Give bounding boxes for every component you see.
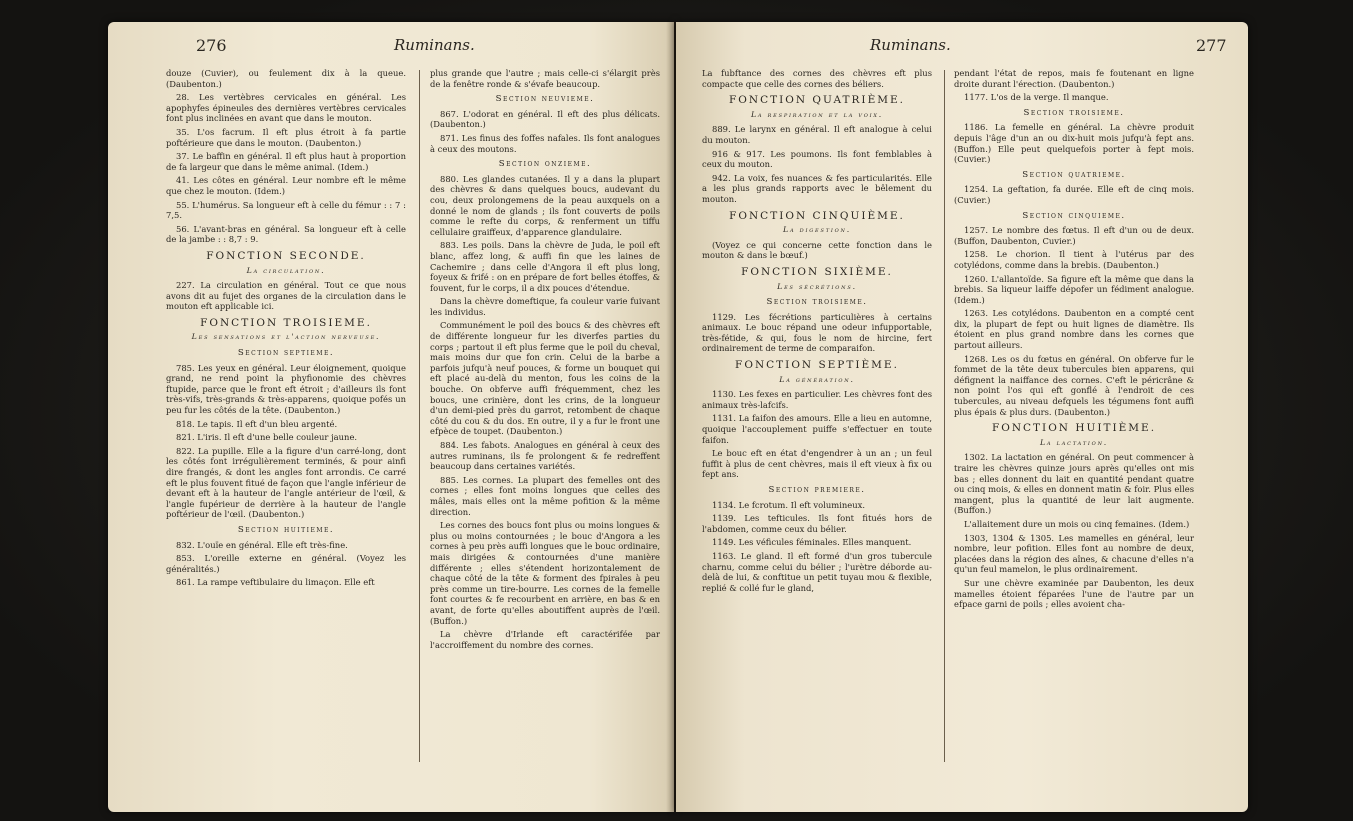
section-heading: Section troisieme. — [766, 297, 868, 308]
paragraph: 1258. Le chorion. Il tient à l'utérus par des cotylédons, comme dans la brebis. (Daubenton.) — [954, 249, 1194, 270]
section-heading: FONCTION SIXIÈME. — [741, 265, 893, 278]
section-heading: Section neuvieme. — [495, 94, 595, 105]
text-column — [430, 68, 660, 653]
section-heading: La lactation. — [1039, 437, 1109, 447]
paragraph: 885. Les cornes. La plupart des femelles ont des cornes ; elles font moins longues que celles des mâles, mais elles ont la même pofition & la même direction. — [430, 474, 660, 517]
section-heading: La respiration et la voix. — [750, 109, 884, 119]
section-heading: La circulation. — [246, 265, 326, 275]
section-heading: Les sécrétions. — [777, 281, 857, 291]
paragraph: 1186. La femelle en général. La chèvre produit depuis l'âge d'un an ou dix-huit mois jufqu'à fept ans. (Buffon.) Elle peut quelquefois porter à fept mois. (Cuvier.) — [954, 122, 1194, 165]
paragraph: 942. La voix, fes nuances & fes particularités. Elle a les plus grands rapports avec le bêlement du mouton. — [702, 172, 932, 204]
column-rule — [419, 70, 420, 762]
paragraph: 1254. La geftation, fa durée. Elle eft de cinq mois. (Cuvier.) — [954, 184, 1194, 205]
paragraph: 853. L'oreille externe en général. (Voyez les généralités.) — [166, 553, 406, 574]
paragraph: 861. La rampe veftibulaire du limaçon. Elle eft — [176, 577, 375, 588]
section-heading: La génération. — [779, 374, 855, 384]
section-heading: FONCTION CINQUIÈME. — [729, 209, 905, 222]
paragraph: pendant l'état de repos, mais fe foutenant en ligne droite durant l'érection. (Daubenton.) — [954, 68, 1194, 89]
paragraph: (Voyez ce qui concerne cette fonction dans le mouton & dans le bœuf.) — [702, 239, 932, 261]
section-heading: FONCTION QUATRIÈME. — [728, 94, 906, 107]
page-number: 276 — [196, 36, 227, 55]
paragraph: 867. L'odorat en général. Il eft des plus délicats. (Daubenton.) — [430, 108, 660, 130]
paragraph: 883. Les poils. Dans la chèvre de Juda, le poil eft blanc, affez long, & auffi fin que les laines de Cachemire ; dans celle d'Angora il eft plus long, foyeux & frifé : on en prépare de fort belles étoffes, & fouvent, fur le corps, il a dix pouces d'étendue. — [430, 240, 660, 293]
section-heading: FONCTION SEPTIÈME. — [735, 359, 899, 372]
paragraph: 880. Les glandes cutanées. Il y a dans la plupart des chèvres & dans quelques boucs, audevant du cou, deux prolongemens de la peau auxquels on a donné le nom de glands ; ils font couverts de poils comme le refte du corps, & renferment un tiffu cellulaire graiffeux, d'apparence glandulaire. — [430, 173, 660, 237]
paragraph: La fubftance des cornes des chèvres eft plus compacte que celle des cornes des béliers. — [702, 68, 932, 89]
paragraph: 227. La circulation en général. Tout ce que nous avons dit au fujet des organes de la circulation dans le mouton eft applicable ici. — [166, 280, 406, 312]
section-heading: Section septieme. — [237, 348, 335, 359]
text-column — [702, 68, 932, 596]
paragraph: douze (Cuvier), ou feulement dix à la queue. (Daubenton.) — [166, 68, 406, 89]
column-rule — [944, 70, 945, 762]
section-heading: FONCTION SECONDE. — [206, 249, 366, 262]
paragraph: 55. L'humérus. Sa longueur eft à celle du fémur : : 7 : 7,5. — [166, 199, 406, 221]
paragraph: La chèvre d'Irlande eft caractérifée par l'accroiffement du nombre des cornes. — [430, 629, 660, 650]
paragraph: 37. Le baffin en général. Il eft plus haut à proportion de fa largeur que dans le même animal. (Idem.) — [166, 151, 406, 172]
section-heading: Section onzieme. — [498, 159, 592, 170]
paragraph: 822. La pupille. Elle a la figure d'un carré-long, dont les côtés font irrégulièrement terminés, & pour ainfi dire frangés, & dont les angles font arrondis. Ce carré eft le plus fouvent fitué de façon que l'angle inférieur de devant eft à la hauteur de l'angle antérieur de l'œil, & l'angle fupérieur de derrière à la hauteur de l'angle poftérieur de l'œil. (Daubenton.) — [166, 445, 406, 520]
paragraph: 821. L'iris. Il eft d'une belle couleur jaune. — [176, 432, 358, 443]
paragraph: 1139. Les tefticules. Ils font fitués hors de l'abdomen, comme ceux du bélier. — [702, 513, 932, 534]
paragraph: 1303, 1304 & 1305. Les mamelles en général, leur nombre, leur pofition. Elles font au nombre de deux, placées dans la région des aînes, & chacune d'elles n'a qu'un feul mamelon, le plus ordinairement. — [954, 532, 1194, 575]
paragraph: 818. Le tapis. Il eft d'un bleu argenté. — [176, 418, 338, 429]
paragraph: 1130. Les fexes en particulier. Les chèvres font des animaux très-lafcifs. — [702, 389, 932, 410]
left-page — [108, 22, 674, 812]
section-heading: Section huitieme. — [237, 524, 335, 535]
page-number: 277 — [1196, 36, 1227, 55]
paragraph: 1163. Le gland. Il eft formé d'un gros tubercule charnu, comme celui du bélier ; l'urètre déborde au-delà de lui, & conftitue un petit tuyau mou & flexible, replié & collé fur le gland, — [702, 550, 932, 593]
section-heading: FONCTION TROISIEME. — [200, 316, 372, 329]
paragraph: 1131. La faifon des amours. Elle a lieu en automne, quoique l'accouplement puiffe s'effectuer en toute faifon. — [702, 413, 932, 445]
paragraph: 1263. Les cotylédons. Daubenton en a compté cent dix, la plupart de fept ou huit lignes de diamètre. Ils étoient en plus grand nombre dans les cornes que partout ailleurs. — [954, 308, 1194, 351]
paragraph: 884. Les fabots. Analogues en général à ceux des autres ruminans, ils fe prolongent & fe redreffent beaucoup dans certaines variétés. — [430, 440, 660, 472]
paragraph: 889. Le larynx en général. Il eft analogue à celui du mouton. — [702, 124, 932, 145]
running-head: Ruminans. — [394, 36, 475, 54]
right-page — [676, 22, 1248, 812]
paragraph: 832. L'ouïe en général. Elle eft très-fine. — [176, 539, 348, 550]
running-head: Ruminans. — [870, 36, 951, 54]
paragraph: 1257. Le nombre des fœtus. Il eft d'un ou de deux. (Buffon, Daubenton, Cuvier.) — [954, 225, 1194, 246]
paragraph: 1149. Les véficules féminales. Elles manquent. — [712, 537, 912, 548]
paragraph: 1260. L'allantoïde. Sa figure eft la même que dans la brebis. Sa liqueur laiffe dépofer un fédiment analogue. (Idem.) — [954, 273, 1194, 305]
paragraph: 1302. La lactation en général. On peut commencer à traire les chèvres quinze jours après qu'elles ont mis bas ; elles donnent du lait en quantité pendant quatre ou cinq mois, & elles en donnent matin & foir. Plus elles mangent, plus la quantité de leur lait augmente. (Buffon.) — [954, 452, 1194, 516]
paragraph: 916 & 917. Les poumons. Ils font femblables à ceux du mouton. — [702, 148, 932, 170]
paragraph: Les cornes des boucs font plus ou moins longues & plus ou moins contournées ; le bouc d'Angora a les cornes à peu près auffi longues que le bouc ordinaire, mais dirigées & contournées d'une manière différente ; elles s'étendent horizontalement de chaque côté de la tête & forment des fpirales à peu près comme un tire-bourre. Les cornes de la femelle font courtes & fe recourbent en arrière, en bas & en avant, de forte qu'elles aboutiffent auprès de l'œil. (Buffon.) — [430, 520, 660, 626]
section-heading: Section premiere. — [768, 485, 866, 495]
paragraph: Dans la chèvre domeftique, fa couleur varie fuivant les individus. — [430, 296, 660, 317]
paragraph: Le bouc eft en état d'engendrer à un an ; un feul fuffit à plus de cent chèvres, mais il eft vieux à fix ou fept ans. — [702, 448, 932, 480]
paragraph: 871. Les finus des foffes nafales. Ils font analogues à ceux des moutons. — [430, 132, 660, 154]
paragraph: 785. Les yeux en général. Leur éloignement, quoique grand, ne rend point la phyfionomie des chèvres ftupide, parce que le front eft étroit ; d'ailleurs ils font très-vifs, très-grands & très-apparens, quoique pofés un peu fur les côtés de la tête. (Daubenton.) — [166, 362, 406, 416]
paragraph: 1177. L'os de la verge. Il manque. — [964, 92, 1109, 103]
text-column — [166, 68, 406, 591]
paragraph: 28. Les vertèbres cervicales en général. Les apophyfes épineules des dernières vertèbres cervicales font plus inclinées en avant que dans le mouton. — [166, 92, 406, 124]
text-column — [954, 68, 1194, 613]
paragraph: 35. L'os facrum. Il eft plus étroit à fa partie poftérieure que dans le mouton. (Daubenton.) — [166, 126, 406, 148]
paragraph: Sur une chèvre examinée par Daubenton, les deux mamelles étoient féparées l'une de l'autre par un efpace garni de poils ; elles avoient cha- — [954, 577, 1194, 610]
paragraph: 1268. Les os du fœtus en général. On obferve fur le fommet de la tête deux tubercules bien apparens, qui défignent la naiffance des cornes. C'eft le péricrâne & non point l'os qui eft gonflé à l'endroit de ces tubercules, au niveau defquels les tégumens font auffi plus épais & plus durs. (Daubenton.) — [954, 353, 1194, 417]
paragraph: L'allaitement dure un mois ou cinq femaines. (Idem.) — [964, 518, 1190, 529]
section-heading: La digestion. — [783, 225, 851, 235]
section-heading: Section cinquieme. — [1022, 210, 1126, 221]
paragraph: 56. L'avant-bras en général. Sa longueur eft à celle de la jambe : : 8,7 : 9. — [166, 223, 406, 245]
section-heading: Les sensations et l'action nerveuse. — [191, 332, 381, 342]
section-heading: Section troisieme. — [1023, 107, 1125, 118]
section-heading: FONCTION HUITIÈME. — [991, 422, 1157, 435]
paragraph: 1129. Les fécrétions particulières à certains animaux. Le bouc répand une odeur infupportable, très-fétide, & qui, fous le nom de hircine, fert ordinairement de terme de comparaifon. — [702, 311, 932, 354]
paragraph: plus grande que l'autre ; mais celle-ci s'élargit près de la fenêtre ronde & s'évafe beaucoup. — [430, 68, 660, 89]
paragraph: 41. Les côtes en général. Leur nombre eft le même que chez le mouton. (Idem.) — [166, 175, 406, 196]
section-heading: Section quatrieme. — [1022, 169, 1126, 180]
paragraph: Communément le poil des boucs & des chèvres eft de différente longueur fur les diverfes parties du corps ; partout il eft plus ferme que le poil du cheval, mais moins dur que fon crin. Celui de la barbe a parfois jufqu'à neuf pouces, & forme un bouquet qui eft placé au-delà du menton, fous les coins de la bouche. On obferve auffi fréquemment, chez les boucs, une crinière, dont les crins, de la longueur d'un demi-pied près du garrot, retombent de chaque côté du cou & du dos. En outre, il y a fur le front une efpèce de toupet. (Daubenton.) — [430, 320, 660, 437]
paragraph: 1134. Le fcrotum. Il eft volumineux. — [712, 499, 866, 510]
